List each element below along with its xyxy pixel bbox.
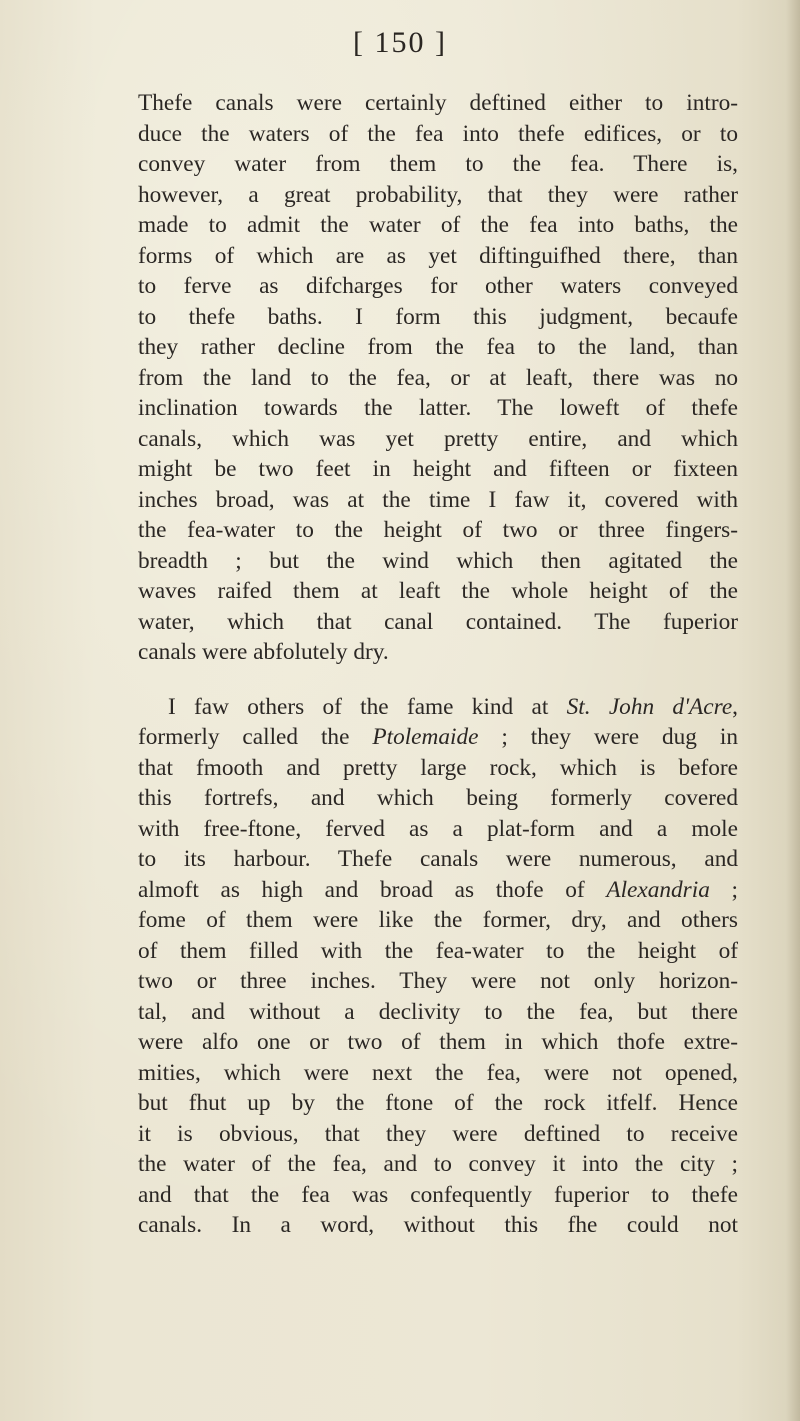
paragraph-1	[138, 88, 738, 668]
text-line: the water of the fea, and to convey it into the city ;	[138, 1151, 738, 1177]
text-line: tal, and without a declivity to the fea, but there	[138, 998, 738, 1025]
text-line: fome of them were like the former, dry, and others	[138, 907, 738, 933]
text-line: that fmooth and pretty large rock, which is before	[138, 754, 738, 781]
text-line: breadth ; but the wind which then agitated the	[138, 547, 738, 574]
text-line-italic-alexandria: almoft as high and broad as thofe of Alexandria ;	[138, 876, 739, 903]
text-line: canals. In a word, without this fhe could not	[138, 1212, 738, 1238]
text-line: with free-ftone, ferved as a plat-form and a mole	[138, 815, 738, 842]
text-line: and that the fea was confequently fuperior to thefe	[138, 1181, 738, 1208]
text-line-italic-st-john: I faw others of the fame kind at St. John d'Acre,	[168, 693, 738, 720]
text-line: to thefe baths. I form this judgment, becaufe	[138, 303, 738, 330]
text-line: canals, which was yet pretty entire, and which	[138, 425, 738, 452]
text-line: convey water from them to the fea. There is,	[138, 151, 738, 177]
text-line: duce the waters of the fea into thefe edifices, or to	[138, 120, 738, 147]
text-line: of them filled with the fea-water to the height of	[138, 937, 738, 964]
text-line: to ferve as difcharges for other waters conveyed	[138, 273, 738, 299]
text-line: inches broad, was at the time I faw it, covered with	[138, 486, 738, 513]
text-line: water, which that canal contained. The fuperior	[138, 608, 738, 635]
page-number-header: [ 150 ]	[353, 26, 447, 59]
text-line: forms of which are as yet diftinguifhed there, than	[138, 242, 738, 269]
text-line: canals were abfolutely dry.	[138, 639, 389, 665]
text-line: it is obvious, that they were deftined to receive	[138, 1120, 738, 1147]
text-line: made to admit the water of the fea into baths, the	[138, 212, 738, 238]
text-line: the fea-water to the height of two or three fingers-	[138, 517, 738, 543]
text-line: they rather decline from the fea to the land, than	[138, 334, 738, 360]
page-edge-shadow	[786, 0, 800, 1421]
text-line: inclination towards the latter. The loweft of thefe	[138, 395, 738, 421]
text-line: were alfo one or two of them in which thofe extre-	[138, 1029, 738, 1055]
text-line: to its harbour. Thefe canals were numerous, and	[138, 846, 738, 872]
text-line: however, a great probability, that they were rather	[138, 181, 738, 208]
paragraph-2	[138, 692, 738, 1241]
text-line: but fhut up by the ftone of the rock itfelf. Hence	[138, 1090, 738, 1116]
text-line: might be two feet in height and fifteen or fixteen	[138, 456, 738, 482]
body-text	[138, 88, 738, 1241]
text-line: from the land to the fea, or at leaft, there was no	[138, 364, 738, 391]
text-line: waves raifed them at leaft the whole height of the	[138, 578, 738, 604]
text-line: mities, which were next the fea, were not opened,	[138, 1059, 738, 1086]
text-line: this fortrefs, and which being formerly covered	[138, 785, 738, 811]
text-line: Thefe canals were certainly deftined either to intro-	[138, 90, 738, 116]
text-line-italic-ptolemaide: formerly called the Ptolemaide ; they were dug in	[138, 724, 738, 750]
text-line: two or three inches. They were not only horizon-	[138, 968, 738, 994]
